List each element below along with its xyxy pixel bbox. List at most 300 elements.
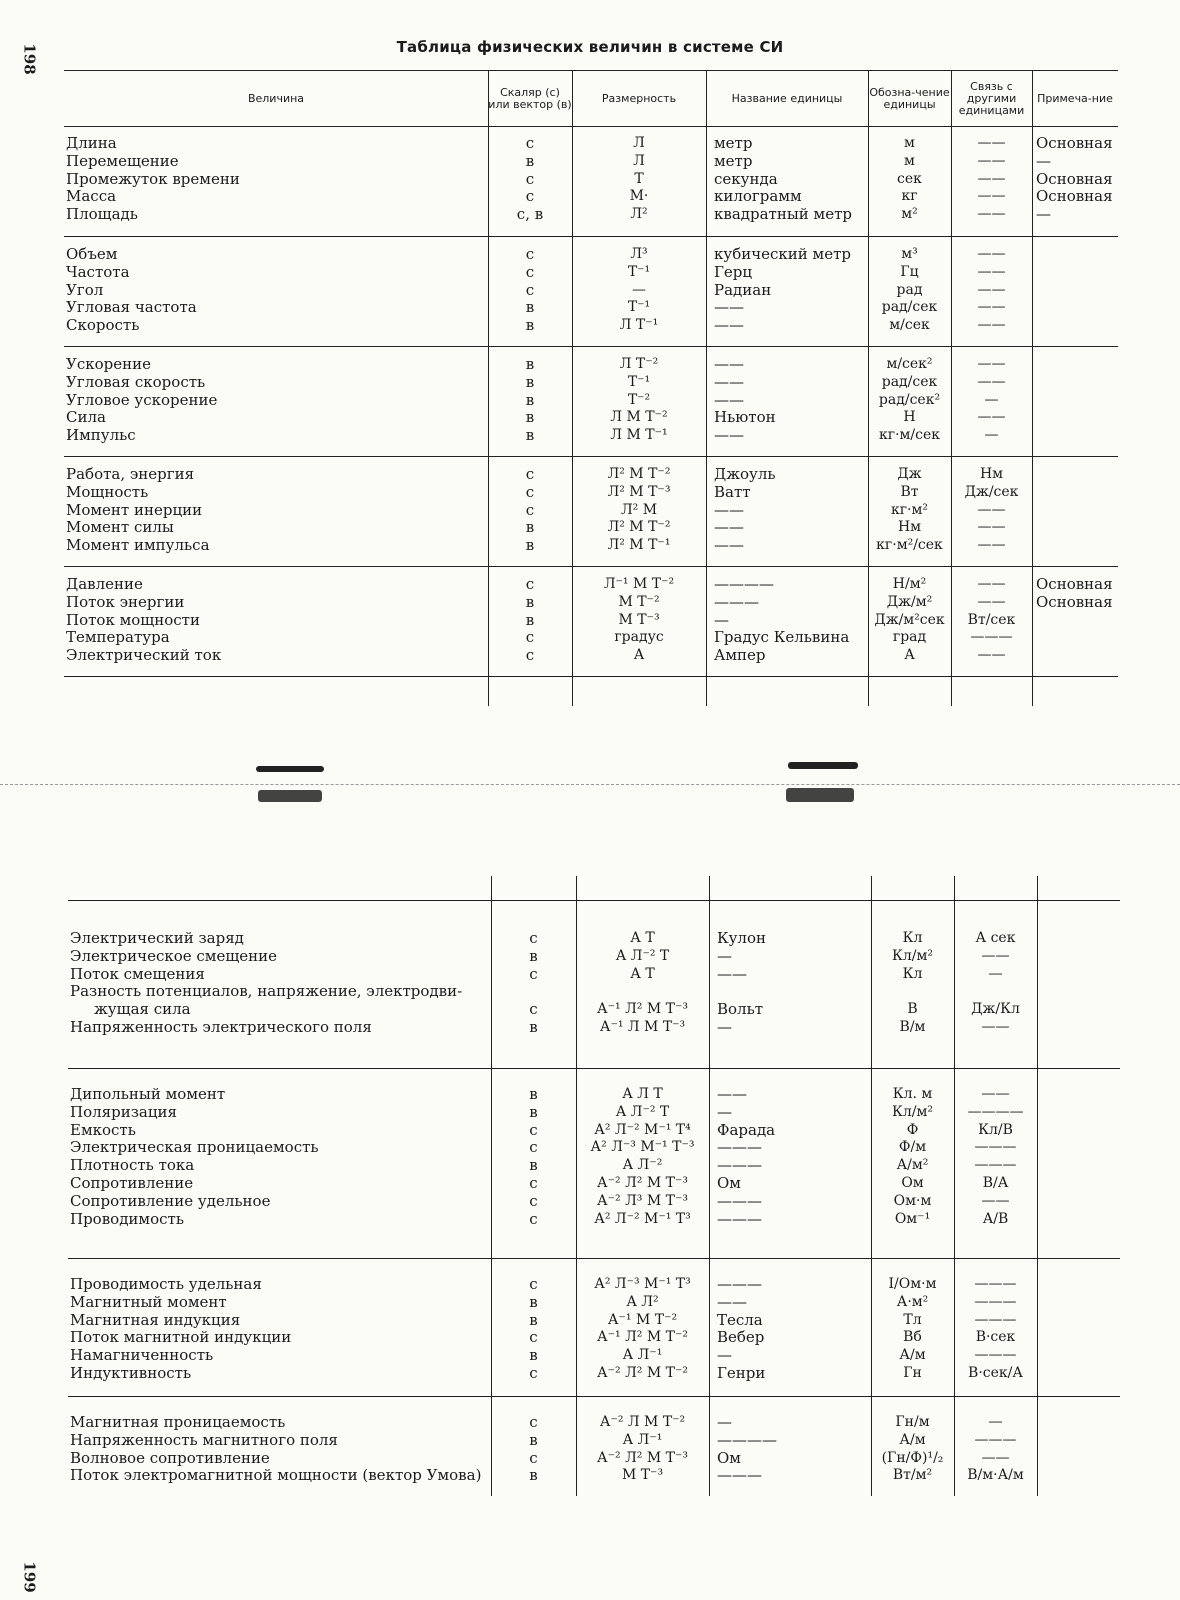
cell-dim: А Л⁻¹ <box>622 1347 663 1364</box>
cell-note <box>1032 537 1118 555</box>
cell-sym: Ф/м <box>898 1139 927 1156</box>
cell-note: Основная <box>1036 169 1113 188</box>
cell-sym: Н <box>903 409 916 426</box>
cell-sym: кг·м²/сек <box>876 537 943 554</box>
cell-name: Частота <box>66 262 130 281</box>
cell-sv: с <box>525 628 535 647</box>
cell-name: Момент импульса <box>66 536 210 555</box>
column-dim-group-3 <box>576 1276 709 1383</box>
cell-sv: с <box>525 262 535 281</box>
cell-sv: с <box>529 1413 538 1431</box>
cell-name: Угловая частота <box>66 298 197 317</box>
cell-sv: с <box>529 1120 538 1139</box>
cell-unit: Ватт <box>714 482 751 501</box>
cell-sym: А/м <box>899 1347 926 1364</box>
cell-note <box>1032 466 1118 484</box>
cell-name: Плотность тока <box>70 1156 195 1175</box>
cell-sym: м² <box>901 206 918 223</box>
cell-sv: в <box>529 1310 538 1329</box>
cell-sym: Дж/м²сек <box>874 611 945 628</box>
cell-dim: А⁻¹ Л М Т⁻³ <box>599 1018 686 1035</box>
header-unit-name: Название единицы <box>731 92 843 105</box>
cell-dim: Т⁻¹ <box>627 263 651 280</box>
cell-dim: Л М Т⁻² <box>610 409 668 426</box>
cell-sv: в <box>525 408 535 427</box>
cell-unit: — <box>717 946 732 965</box>
column-name-group-5 <box>64 576 488 665</box>
column-sv-group-3 <box>488 356 572 445</box>
cell-sv: с <box>525 646 535 665</box>
separator-line <box>0 784 1180 785</box>
cell-note: — <box>1036 205 1051 224</box>
cell-rel: —— <box>977 281 1006 298</box>
cell-note <box>1032 264 1118 282</box>
cell-sv: с <box>525 575 535 593</box>
column-sv-group-2 <box>488 246 572 335</box>
cell-sv: в <box>525 536 535 555</box>
cell-unit: — <box>717 1413 732 1431</box>
cell-unit: —— <box>714 298 744 317</box>
cell-sym: Кл/м² <box>892 947 933 964</box>
column-sym-group-2 <box>871 1086 954 1228</box>
cell-unit: ——— <box>717 1191 762 1210</box>
cell-sv: в <box>525 372 535 391</box>
cell-name: Масса <box>66 187 117 206</box>
column-sym-group-1 <box>871 930 954 1037</box>
cell-sv: в <box>529 1085 538 1103</box>
cell-name: Поток энергии <box>66 592 185 611</box>
cell-rel: —— <box>977 356 1006 372</box>
cell-unit: Генри <box>717 1363 766 1382</box>
cell-unit: —— <box>717 1085 747 1103</box>
cell-unit: Вебер <box>717 1328 765 1347</box>
cell-rel: —— <box>977 409 1006 426</box>
cell-unit: ——— <box>714 592 759 611</box>
cell-sym: Вт/м² <box>892 1467 933 1484</box>
cell-unit: кубический метр <box>714 245 852 263</box>
cell-dim: Л⁻¹ М Т⁻² <box>603 576 675 592</box>
cell-sv: с <box>529 1209 538 1228</box>
cell-sv: в <box>525 355 535 373</box>
cell-name: жущая сила <box>94 1000 191 1019</box>
column-unit-group-5 <box>706 576 868 665</box>
cell-note: Основная <box>1036 575 1113 593</box>
cell-sv: с <box>529 1363 538 1382</box>
cell-rel: —— <box>977 317 1006 334</box>
cell-name: Сопротивление <box>70 1173 194 1192</box>
table-rule <box>68 1068 1120 1069</box>
cell-dim: Л² М Т⁻² <box>607 466 671 482</box>
column-dim-group-1 <box>576 930 709 1037</box>
cell-rel: —— <box>977 170 1006 187</box>
cell-sym: А <box>904 647 915 664</box>
cell-sym: Н/м² <box>892 576 927 592</box>
cell-sym: рад/сек² <box>878 391 941 408</box>
cell-dim: М· <box>629 188 649 205</box>
cell-dim: Т <box>634 170 644 187</box>
cell-unit: —— <box>714 500 744 519</box>
cell-sv <box>491 983 576 1001</box>
cell-sv: в <box>529 946 538 965</box>
cell-sym: м/сек <box>889 317 930 334</box>
column-dim-group-2 <box>572 246 706 335</box>
cell-name: Момент инерции <box>66 500 203 519</box>
cell-unit: Фарада <box>717 1120 776 1139</box>
column-note-group-1 <box>1032 135 1118 224</box>
column-unit-group-2 <box>709 1086 871 1228</box>
cell-sv: в <box>525 298 535 317</box>
column-dim-group-4 <box>572 466 706 555</box>
cell-name: Угловое ускорение <box>66 390 218 409</box>
cell-dim: А² Л⁻² М⁻¹ Т³ <box>594 1210 691 1227</box>
cell-rel: В/А <box>982 1174 1009 1191</box>
cell-unit: ——— <box>717 1138 762 1157</box>
cell-sym: Нм <box>897 519 922 536</box>
column-sv-group-4 <box>491 1414 576 1485</box>
cell-unit: —— <box>717 964 747 983</box>
cell-dim: М Т⁻² <box>618 593 660 610</box>
cell-unit: квадратный метр <box>714 205 852 224</box>
cell-dim: Л² М Т⁻² <box>607 519 671 536</box>
cell-rel: —— <box>977 501 1006 518</box>
column-unit-group-3 <box>709 1276 871 1383</box>
cell-note <box>1032 299 1118 317</box>
cell-sym: м <box>904 152 915 169</box>
cell-rel: —— <box>977 593 1006 610</box>
cell-dim: Л <box>633 152 645 169</box>
cell-dim: А Л⁻² <box>622 1157 663 1174</box>
cell-note: Основная <box>1036 187 1113 206</box>
table-rule <box>64 236 1118 237</box>
cell-name: Поток мощности <box>66 610 200 629</box>
cell-sym: Дж/м² <box>886 593 933 610</box>
cell-dim: А Т <box>630 965 655 982</box>
cell-unit <box>709 983 871 1001</box>
cell-name: Промежуток времени <box>66 169 240 188</box>
cell-name: Поток магнитной индукции <box>70 1328 292 1347</box>
cell-sym: м³ <box>901 246 918 262</box>
cell-sv: с <box>525 187 535 206</box>
cell-rel: ——— <box>974 1311 1017 1328</box>
cell-sym: Ф <box>906 1121 919 1138</box>
cell-note <box>1032 246 1118 264</box>
cell-dim: Л Т⁻¹ <box>619 317 659 334</box>
cell-dim: А⁻² Л² М Т⁻³ <box>597 1449 688 1466</box>
cell-sv: с <box>529 1138 538 1157</box>
cell-rel: —— <box>977 246 1006 262</box>
cell-sv: с <box>529 929 538 947</box>
cell-sym: Вб <box>903 1329 922 1346</box>
cell-name: Напряженность электрического поля <box>70 1017 372 1036</box>
cell-sym: кг·м/сек <box>878 427 941 444</box>
cell-unit: Джоуль <box>714 465 776 483</box>
cell-sym: Кл. м <box>892 1086 933 1102</box>
cell-note: Основная <box>1036 592 1113 611</box>
column-dim-group-4 <box>576 1414 709 1485</box>
cell-sym: I/Ом·м <box>888 1276 937 1292</box>
column-sv-group-3 <box>491 1276 576 1383</box>
ink-blot <box>258 790 322 802</box>
cell-name: Угловая скорость <box>66 372 206 391</box>
cell-rel: ——— <box>974 1347 1017 1364</box>
header-unit-symbol: Обозна-чение единицы <box>869 86 950 111</box>
cell-sv: с <box>529 1275 538 1293</box>
cell-sv: с <box>525 134 535 152</box>
column-name-group-3 <box>64 356 488 445</box>
column-note-group-3 <box>1032 356 1118 445</box>
cell-name: Намагниченность <box>70 1346 214 1365</box>
column-sym-group-3 <box>868 356 951 445</box>
cell-sv: с <box>525 482 535 501</box>
column-unit-group-3 <box>706 356 868 445</box>
cell-sym: (Гн/Ф)¹/₂ <box>881 1449 944 1466</box>
cell-dim: А² Л⁻² М⁻¹ Т⁴ <box>594 1121 691 1138</box>
column-name-group-3 <box>68 1276 491 1383</box>
cell-sv: с <box>525 169 535 188</box>
cell-unit: Ньютон <box>714 408 776 427</box>
cell-sv: в <box>529 1102 538 1121</box>
cell-note <box>1032 519 1118 537</box>
cell-unit: —— <box>714 536 744 555</box>
cell-dim: Л² М Т⁻¹ <box>607 537 671 554</box>
cell-unit: Герц <box>714 262 753 281</box>
cell-sym: Тл <box>903 1311 922 1328</box>
cell-note <box>1032 502 1118 520</box>
cell-dim: градус <box>614 629 664 646</box>
cell-dim: А² Л⁻³ М⁻¹ Т³ <box>594 1276 691 1292</box>
cell-sym: А·м² <box>896 1293 929 1310</box>
cell-unit: Кулон <box>717 929 766 947</box>
cell-unit: метр <box>714 151 753 170</box>
cell-name: Электрическая проницаемость <box>70 1138 319 1157</box>
cell-rel: ——— <box>974 1431 1017 1448</box>
cell-rel: — <box>984 427 999 444</box>
cell-rel: —— <box>977 135 1006 151</box>
header-relation: Связь с другими единицами <box>958 80 1025 117</box>
cell-sym: град <box>892 629 927 646</box>
cell-rel: — <box>988 965 1003 982</box>
cell-unit: Вольт <box>717 1000 764 1019</box>
cell-rel: В·сек <box>975 1329 1016 1346</box>
cell-sv: в <box>529 1156 538 1175</box>
cell-unit: ——— <box>717 1209 762 1228</box>
cell-sv: с <box>529 1448 538 1467</box>
page-number-bottom: 199 <box>20 1561 39 1593</box>
cell-note <box>1032 427 1118 445</box>
cell-sv: с, в <box>516 205 544 224</box>
cell-dim: Л² <box>630 206 648 223</box>
ink-blot <box>256 766 324 772</box>
column-sv-group-1 <box>491 930 576 1037</box>
cell-rel: ——— <box>974 1139 1017 1156</box>
table-rule <box>64 346 1118 347</box>
header-quantity: Величина <box>247 92 305 105</box>
column-rel-group-3 <box>954 1276 1037 1383</box>
cell-sym: Гц <box>900 263 919 280</box>
cell-name: Проводимость <box>70 1209 184 1228</box>
column-sym-group-4 <box>871 1414 954 1485</box>
cell-rel: — <box>984 391 999 408</box>
cell-note <box>1032 282 1118 300</box>
cell-dim: А Т <box>630 930 655 946</box>
page-number-top: 198 <box>20 43 39 75</box>
cell-rel: —— <box>977 519 1006 536</box>
cell-unit: —— <box>714 372 744 391</box>
column-dim-group-2 <box>576 1086 709 1228</box>
cell-sym: Ом·м <box>893 1192 932 1209</box>
cell-dim: Л² М <box>620 501 658 518</box>
cell-note <box>1032 612 1118 630</box>
cell-name: Сопротивление удельное <box>70 1191 271 1210</box>
cell-unit: —— <box>714 355 744 373</box>
cell-sv: с <box>525 465 535 483</box>
cell-sv: в <box>525 316 535 335</box>
cell-dim: М Т⁻³ <box>621 1467 664 1484</box>
cell-sv: с <box>525 280 535 299</box>
cell-sv: с <box>529 964 538 983</box>
cell-dim: Л Т⁻² <box>619 356 659 372</box>
cell-unit: — <box>717 1346 732 1365</box>
cell-dim: А⁻¹ М Т⁻² <box>607 1311 678 1328</box>
column-note-group-4 <box>1032 466 1118 555</box>
cell-unit: —— <box>714 390 744 409</box>
cell-sv: в <box>525 610 535 629</box>
cell-rel: —— <box>977 647 1006 664</box>
cell-name: Угол <box>66 280 104 299</box>
cell-dim: А <box>633 647 645 664</box>
cell-sv: в <box>525 592 535 611</box>
table-rule <box>64 126 1118 127</box>
cell-note <box>1032 647 1118 665</box>
cell-unit: ——— <box>717 1466 762 1485</box>
cell-sym: кг·м² <box>890 501 929 518</box>
table-bottom <box>68 876 1120 1508</box>
column-divider <box>1037 876 1038 1496</box>
cell-unit: килограмм <box>714 187 802 206</box>
ink-blot <box>786 788 854 802</box>
cell-dim: А⁻¹ Л² М Т⁻² <box>597 1329 688 1346</box>
column-rel-group-4 <box>954 1414 1037 1485</box>
cell-unit: — <box>717 1102 732 1121</box>
cell-name: Электрический ток <box>66 646 222 665</box>
cell-rel: —— <box>981 947 1010 964</box>
table-rule <box>68 1258 1120 1259</box>
column-name-group-1 <box>64 135 488 224</box>
cell-name: Длина <box>66 134 117 152</box>
table-top <box>64 70 1118 706</box>
cell-sym: А/м <box>899 1431 926 1448</box>
cell-rel: Дж/сек <box>964 483 1019 500</box>
cell-sym: рад/сек <box>881 299 938 316</box>
cell-dim: Т⁻¹ <box>627 373 651 390</box>
cell-rel: Кл/В <box>978 1121 1013 1138</box>
column-rel-group-1 <box>954 930 1037 1037</box>
cell-rel: — <box>988 1414 1003 1430</box>
header-scalar-vector: Скаляр (с) или вектор (в) <box>488 86 572 111</box>
table-rule <box>64 70 1118 71</box>
column-sym-group-5 <box>868 576 951 665</box>
column-rel-group-3 <box>951 356 1032 445</box>
cell-dim: Л³ <box>630 246 648 262</box>
cell-name: Импульс <box>66 426 136 445</box>
cell-sv: с <box>529 1000 538 1019</box>
table-rule <box>68 900 1120 901</box>
cell-unit: метр <box>714 134 753 152</box>
cell-name: Площадь <box>66 205 138 224</box>
cell-name: Поток электромагнитной мощности (вектор Умова) <box>70 1466 482 1485</box>
cell-rel: —— <box>981 1192 1010 1209</box>
cell-dim: А² Л⁻³ М⁻¹ Т⁻³ <box>590 1139 695 1156</box>
column-dim-group-3 <box>572 356 706 445</box>
cell-name: Температура <box>66 628 170 647</box>
cell-sym: Кл/м² <box>892 1103 933 1120</box>
column-name-group-2 <box>64 246 488 335</box>
cell-unit: — <box>714 610 729 629</box>
cell-unit: —— <box>714 426 744 445</box>
cell-sv: с <box>529 1191 538 1210</box>
cell-dim: Т⁻² <box>627 391 651 408</box>
cell-rel: —— <box>977 152 1006 169</box>
column-dim-group-5 <box>572 576 706 665</box>
cell-rel: —— <box>977 206 1006 223</box>
cell-name: Проводимость удельная <box>70 1275 262 1293</box>
cell-sv: в <box>529 1017 538 1036</box>
cell-name: Поляризация <box>70 1102 177 1121</box>
cell-name: Напряженность магнитного поля <box>70 1430 338 1449</box>
cell-sym: м/сек² <box>886 356 933 372</box>
cell-rel: ——— <box>974 1276 1017 1292</box>
cell-sym: Ом <box>901 1174 924 1191</box>
column-sv-group-2 <box>491 1086 576 1228</box>
cell-unit: Радиан <box>714 280 772 299</box>
cell-unit: Ом <box>717 1173 741 1192</box>
cell-note <box>1032 317 1118 335</box>
cell-name: Момент силы <box>66 518 174 537</box>
cell-unit: ——— <box>717 1275 762 1293</box>
cell-dim <box>576 983 709 1001</box>
column-rel-group-2 <box>954 1086 1037 1228</box>
cell-dim: А Л Т <box>622 1086 663 1102</box>
cell-rel: В/м·А/м <box>967 1467 1024 1484</box>
cell-dim: Л М Т⁻¹ <box>610 427 668 444</box>
cell-sym: рад <box>896 281 923 298</box>
page-title: Таблица физических величин в системе СИ <box>396 38 784 56</box>
header-note: Примеча-ние <box>1037 92 1113 105</box>
cell-dim: А⁻² Л² М Т⁻³ <box>597 1174 688 1191</box>
cell-unit: ———— <box>717 1430 777 1449</box>
cell-rel: —— <box>977 299 1006 316</box>
cell-name: Давление <box>66 575 143 593</box>
cell-sv: в <box>529 1466 538 1485</box>
cell-name: Ускорение <box>66 355 151 373</box>
cell-name: Магнитная индукция <box>70 1310 241 1329</box>
cell-name: Работа, энергия <box>66 465 195 483</box>
cell-sv: с <box>529 1173 538 1192</box>
cell-unit: ——— <box>717 1156 762 1175</box>
cell-sym: В/м <box>899 1018 926 1035</box>
cell-dim: А⁻² Л М Т⁻² <box>599 1414 686 1430</box>
column-name-group-2 <box>68 1086 491 1228</box>
column-unit-group-4 <box>709 1414 871 1485</box>
column-sym-group-3 <box>871 1276 954 1383</box>
ink-blot <box>788 762 858 769</box>
table-rule <box>64 676 1118 677</box>
column-unit-group-1 <box>709 930 871 1037</box>
cell-name: Скорость <box>66 316 140 335</box>
cell-unit: —— <box>714 316 744 335</box>
page-break-separator <box>0 754 1180 814</box>
cell-name: Индуктивность <box>70 1363 192 1382</box>
